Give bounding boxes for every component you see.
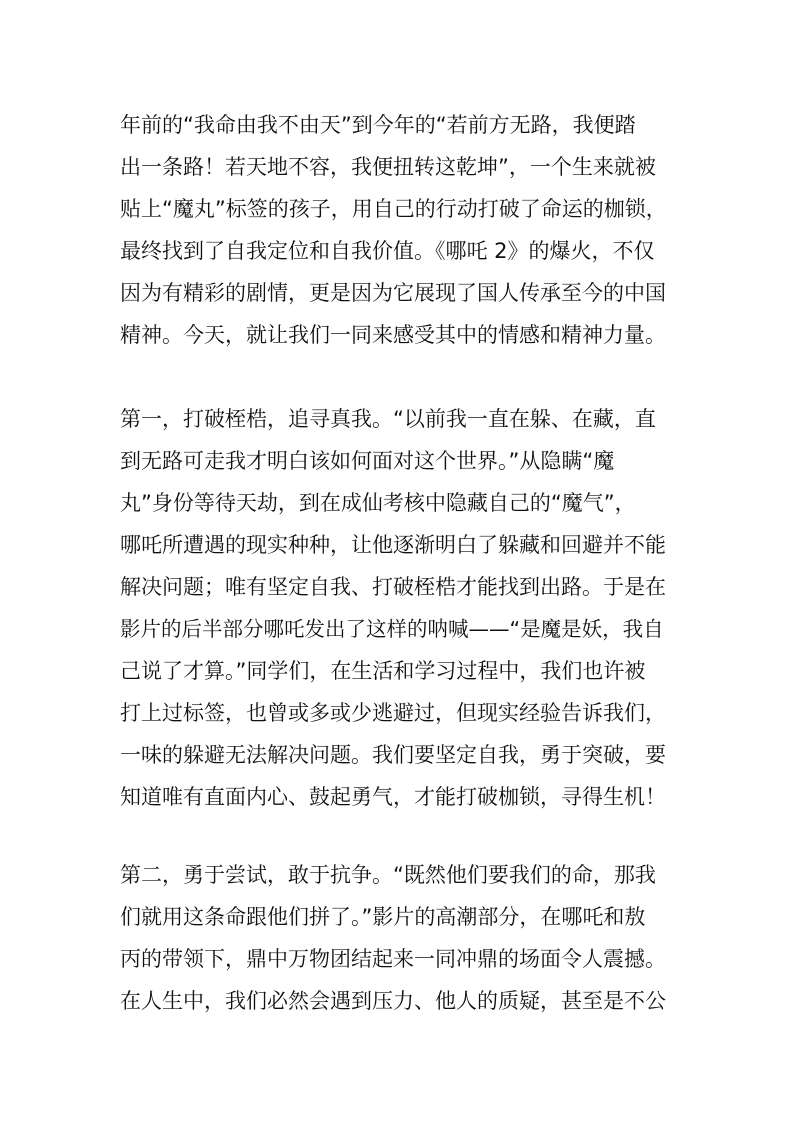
paragraph-1-line-1: 年前的“我命由我不由天”到今年的“若前方无路，我便踏 <box>120 113 636 137</box>
paragraph-2-line-1: 第一，打破桎梏，追寻真我。“以前我一直在躲、在藏，直 <box>120 407 656 431</box>
paragraph-2-line-10: 知道唯有直面内心、鼓起勇气，才能打破枷锁，寻得生机！ <box>120 785 666 809</box>
paragraph-1-line-6: 精神。今天，就让我们一同来感受其中的情感和精神力量。 <box>120 323 666 347</box>
paragraph-2-line-5: 解决问题；唯有坚定自我、打破桎梏才能找到出路。于是在 <box>120 575 666 599</box>
paragraph-2-line-2: 到无路可走我才明白该如何面对这个世界。”从隐瞒“魔 <box>120 449 615 473</box>
paragraph-3-line-2: 们就用这条命跟他们拼了。”影片的高潮部分，在哪吒和敖 <box>120 905 646 929</box>
paragraph-2-line-3: 丸”身份等待天劫，到在成仙考核中隐藏自己的“魔气”， <box>120 491 636 515</box>
paragraph-1-line-4: 最终找到了自我定位和自我价值。《哪吒 2》的爆火，不仅 <box>120 239 655 263</box>
paragraph-1-line-2: 出一条路！若天地不容，我便扭转这乾坤”，一个生来就被 <box>120 155 656 179</box>
paragraph-2-line-9: 一味的躲避无法解决问题。我们要坚定自我，勇于突破，要 <box>120 743 666 767</box>
paragraph-1-line-5: 因为有精彩的剧情，更是因为它展现了国人传承至今的中国 <box>120 281 666 305</box>
paragraph-2-line-4: 哪吒所遭遇的现实种种，让他逐渐明白了躲藏和回避并不能 <box>120 533 666 557</box>
paragraph-2-line-7: 己说了才算。”同学们，在生活和学习过程中，我们也许被 <box>120 659 646 683</box>
paragraph-1-line-3: 贴上“魔丸”标签的孩子，用自己的行动打破了命运的枷锁， <box>120 197 667 221</box>
paragraph-3-line-4: 在人生中，我们必然会遇到压力、他人的质疑，甚至是不公 <box>120 989 666 1013</box>
paragraph-2-line-6: 影片的后半部分哪吒发出了这样的呐喊——“是魔是妖，我自 <box>120 617 664 641</box>
paragraph-3-line-1: 第二，勇于尝试，敢于抗争。“既然他们要我们的命，那我 <box>120 863 656 887</box>
paragraph-3-line-3: 丙的带领下，鼎中万物团结起来一同冲鼎的场面令人震撼。 <box>120 947 666 971</box>
paragraph-2-line-8: 打上过标签，也曾或多或少逃避过，但现实经验告诉我们， <box>120 701 666 725</box>
